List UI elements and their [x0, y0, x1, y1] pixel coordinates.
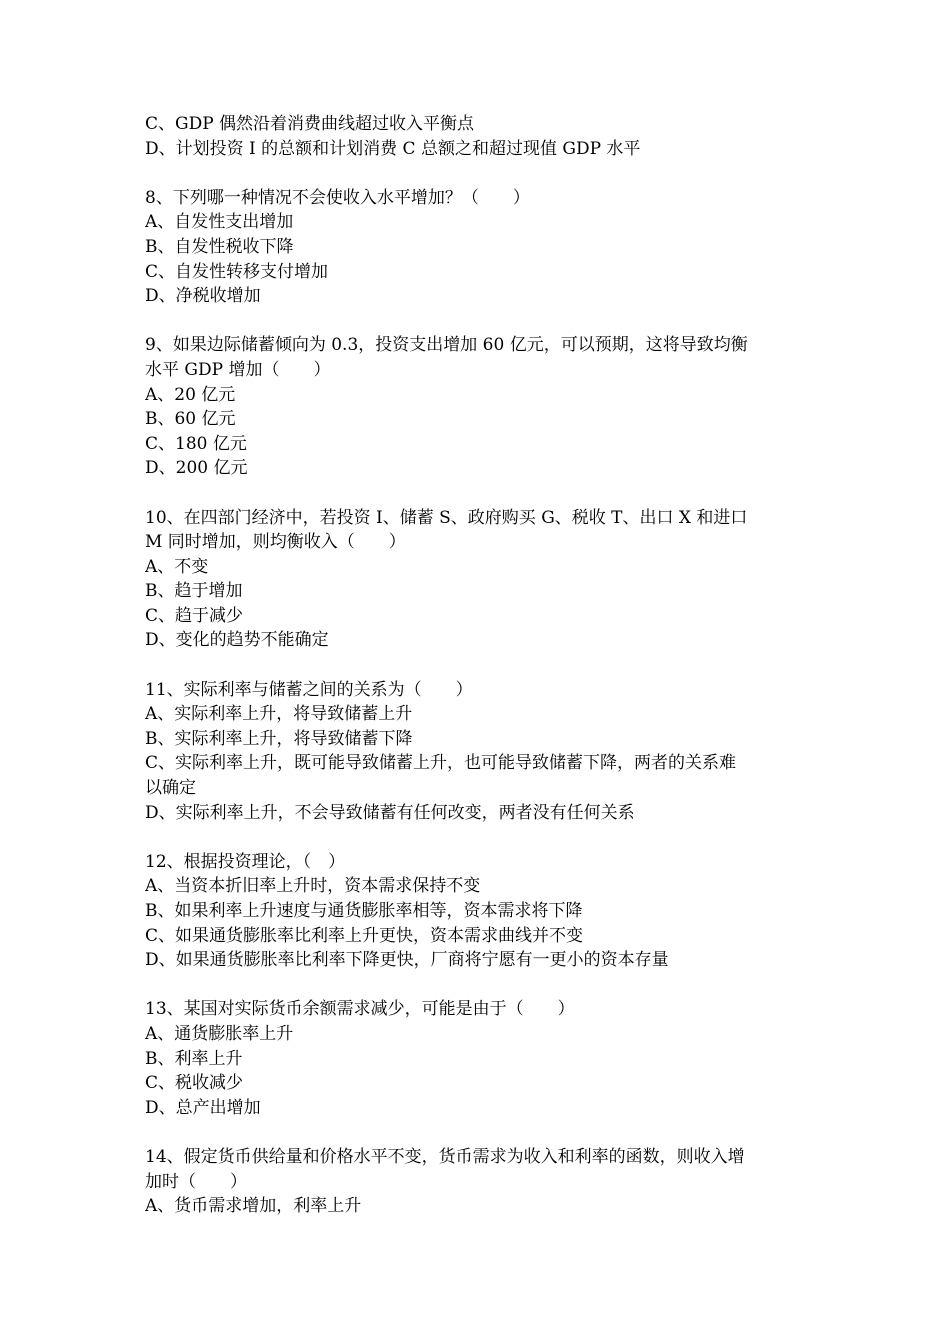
question-stem: 9、如果边际储蓄倾向为 0.3，投资支出增加 60 亿元，可以预期，这将导致均衡 — [145, 335, 748, 356]
option-c-continued: 以确定 — [145, 778, 196, 799]
question-stem: 10、在四部门经济中，若投资 I、储蓄 S、政府购买 G、税收 T、出口 X 和进口 — [145, 507, 748, 528]
option-c: C、自发性转移支付增加 — [145, 261, 329, 282]
question-stem-continued: M 同时增加，则均衡收入（ ） — [145, 532, 406, 553]
option-c: C、实际利率上升，既可能导致储蓄上升，也可能导致储蓄下降，两者的关系难 — [145, 753, 737, 774]
question-stem: 12、根据投资理论，（ ） — [145, 851, 346, 872]
question-stem: 14、假定货币供给量和价格水平不变，货币需求为收入和利率的函数，则收入增 — [145, 1146, 745, 1167]
option-a: A、不变 — [145, 556, 209, 577]
option-a: A、实际利率上升，将导致储蓄上升 — [145, 704, 413, 725]
option-b: B、如果利率上升速度与通货膨胀率相等，资本需求将下降 — [145, 901, 583, 921]
option-d: D、净税收增加 — [145, 286, 261, 307]
question-block-9 — [145, 333, 815, 481]
option-c: C、如果通货膨胀率比利率上升更快，资本需求曲线并不变 — [145, 925, 584, 946]
option-d: D、计划投资 I 的总额和计划消费 C 总额之和超过现值 GDP 水平 — [145, 138, 641, 159]
question-stem-continued: 加时（ ） — [145, 1171, 247, 1192]
option-a: A、20 亿元 — [145, 384, 236, 405]
option-b: B、自发性税收下降 — [145, 236, 294, 257]
option-b: B、60 亿元 — [145, 409, 236, 430]
question-stem: 11、实际利率与储蓄之间的关系为（ ） — [145, 679, 473, 700]
question-block-8 — [145, 186, 815, 309]
option-a: A、通货膨胀率上升 — [145, 1023, 294, 1044]
option-a: A、货币需求增加，利率上升 — [145, 1196, 362, 1217]
option-b: B、趋于增加 — [145, 581, 243, 602]
option-a: A、当资本折旧率上升时，资本需求保持不变 — [145, 876, 481, 897]
question-block-12 — [145, 850, 815, 973]
question-block-7-continued — [145, 112, 815, 161]
option-d: D、总产出增加 — [145, 1097, 261, 1118]
option-d: D、变化的趋势不能确定 — [145, 630, 329, 651]
option-d: D、如果通货膨胀率比利率下降更快，厂商将宁愿有一更小的资本存量 — [145, 950, 669, 971]
question-block-13 — [145, 997, 815, 1120]
question-block-14 — [145, 1145, 815, 1219]
option-b: B、利率上升 — [145, 1048, 243, 1069]
question-stem: 13、某国对实际货币余额需求减少，可能是由于（ ） — [145, 999, 575, 1020]
option-c: C、180 亿元 — [145, 433, 247, 454]
question-block-11 — [145, 678, 815, 826]
option-b: B、实际利率上升，将导致储蓄下降 — [145, 728, 413, 749]
question-stem: 8、下列哪一种情况不会使收入水平增加？（ ） — [145, 187, 530, 208]
option-d: D、实际利率上升，不会导致储蓄有任何改变，两者没有任何关系 — [145, 802, 635, 823]
option-c: C、GDP 偶然沿着消费曲线超过收入平衡点 — [145, 114, 475, 134]
option-a: A、自发性支出增加 — [145, 212, 294, 233]
question-stem-continued: 水平 GDP 增加（ ） — [145, 359, 331, 380]
option-c: C、趋于减少 — [145, 605, 244, 626]
option-c: C、税收减少 — [145, 1073, 244, 1094]
question-list — [145, 112, 815, 1219]
option-d: D、200 亿元 — [145, 458, 248, 479]
question-block-10 — [145, 506, 815, 654]
